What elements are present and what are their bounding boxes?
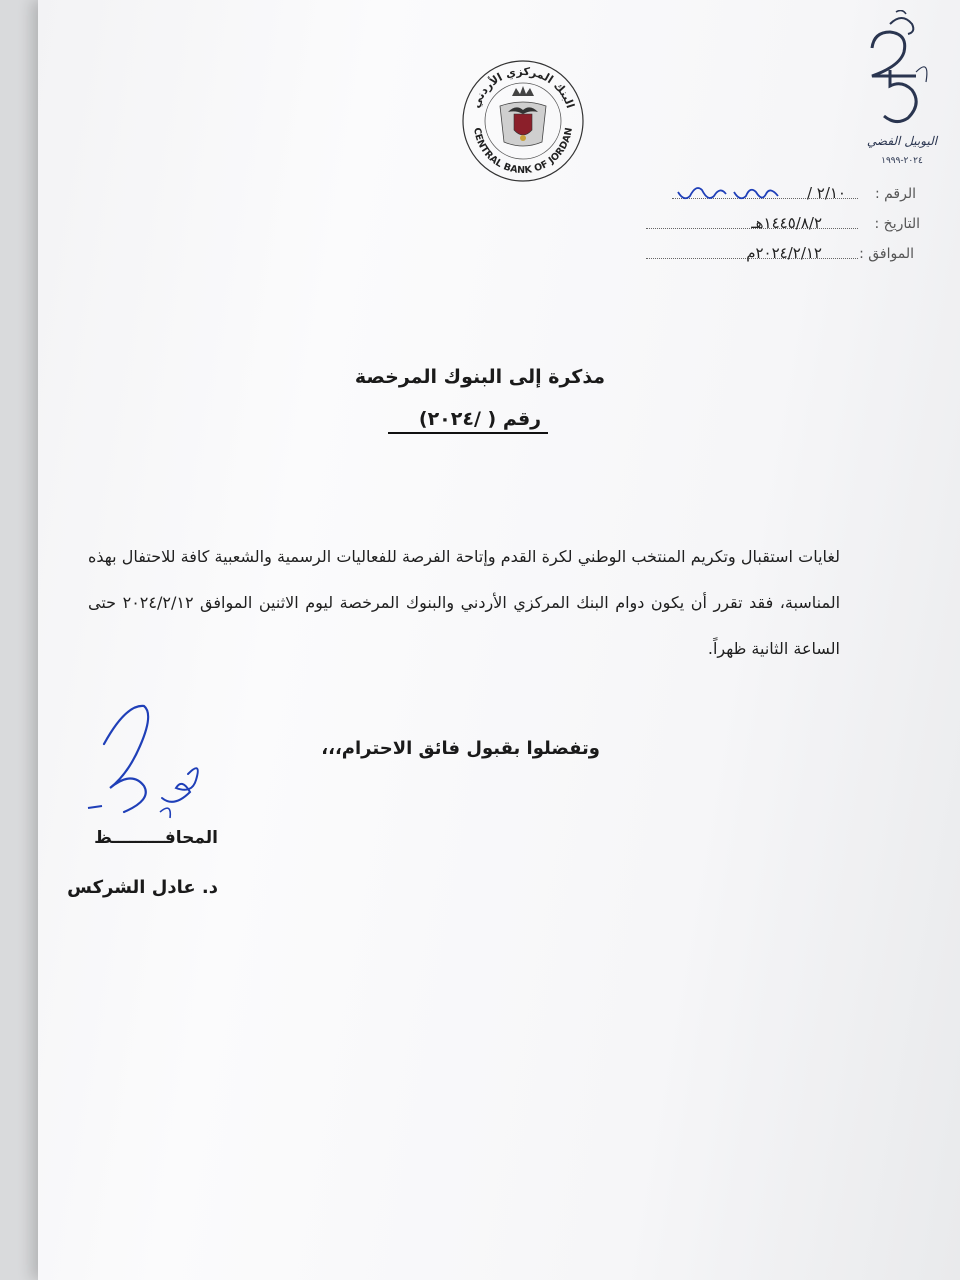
meta-number-row bbox=[638, 186, 916, 210]
memo-body-paragraph: لغايات استقبال وتكريم المنتخب الوطني لكرة القدم وإتاحة الفرصة للفعاليات الرسمية والشعبية كافة للاحتفال بهذه المناسبة، فقد تقرر أن يكون دوام البنك المركزي الأردني والبنوك المرخصة ليوم الاثنين الموافق ٢٠٢٤/٢/١٢ حتى الساعة الثانية ظهراً. bbox=[88, 547, 841, 658]
memo-number: رقم ( /٢٠٢٤) bbox=[418, 408, 542, 430]
handwritten-reference-icon bbox=[674, 184, 784, 204]
closing-line: وتفضلوا بقبول فائق الاحترام،،، bbox=[321, 738, 600, 759]
signatory-name: د. عادل الشركس bbox=[67, 877, 218, 898]
jubilee-emblem bbox=[856, 10, 948, 175]
memo-number-underline bbox=[388, 432, 548, 434]
meta-number-label: الرقم : bbox=[874, 186, 916, 202]
meta-date-row bbox=[638, 216, 920, 240]
signatory-title: المحافـــــــــظ bbox=[94, 828, 218, 848]
jubilee-years: ٢٠٢٤-١٩٩٩ bbox=[881, 156, 923, 166]
jordan-coat-of-arms-icon bbox=[460, 58, 586, 184]
meta-number-value: ٢/١٠ / bbox=[806, 184, 846, 202]
meta-date-label: التاريخ : bbox=[874, 216, 920, 232]
meta-corresponding-value: ٢٠٢٤/٢/١٢م bbox=[746, 244, 822, 262]
jubilee-title: اليوبيل الفضي bbox=[866, 134, 938, 148]
jubilee-25-emblem-icon bbox=[856, 10, 948, 130]
memo-title: مذكرة إلى البنوك المرخصة bbox=[354, 366, 606, 388]
meta-corresponding-label: الموافق : bbox=[859, 246, 914, 262]
logo-arabic-text: البنك المركزي الأردني bbox=[469, 64, 577, 110]
logo-english-text: CENTRAL BANK OF JORDAN bbox=[471, 126, 575, 177]
meta-date-value: ١٤٤٥/٨/٢هـ bbox=[751, 214, 822, 232]
meta-corresponding-row bbox=[638, 246, 914, 270]
